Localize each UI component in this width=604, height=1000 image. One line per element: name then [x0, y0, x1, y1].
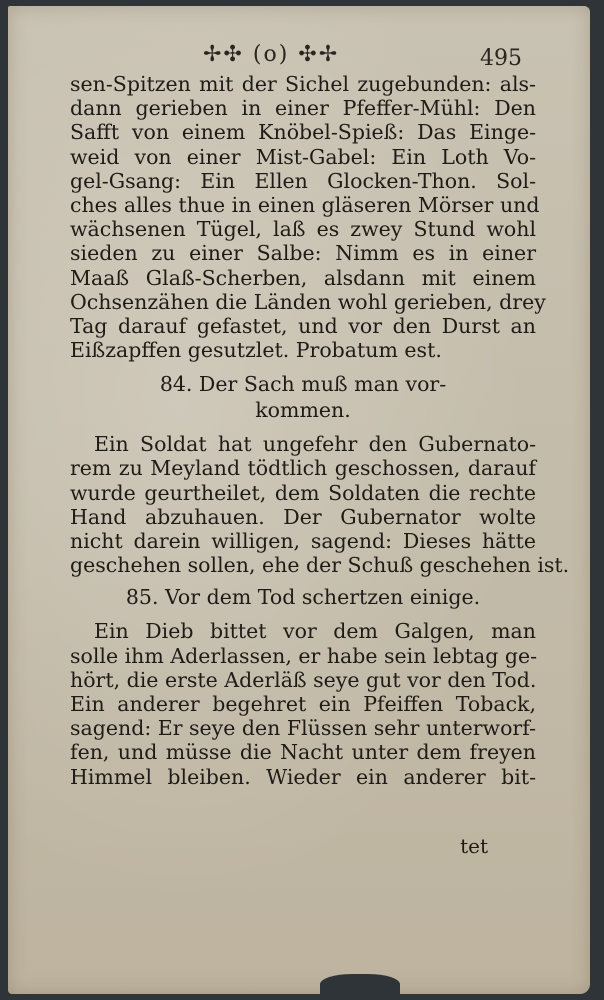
text-line: nicht darein willigen, sagend: Dieses hätte [70, 529, 536, 553]
header-ornament [203, 42, 339, 67]
catchword: tet [460, 834, 488, 858]
text-line: Ein Dieb bittet vor dem Galgen, man [94, 619, 536, 644]
text-line: Tag darauf gefastet, und vor den Durst an [70, 313, 536, 338]
text-line: hört, die erste Aderläß seye gut vor den Tod. [70, 667, 537, 692]
text-line: sagend: Er seye den Flüssen sehr unterworf- [70, 716, 536, 741]
text-line: Ein Soldat hat ungefehr den Gubernato- [94, 432, 536, 457]
text-line: rem zu Meyland tödtlich geschossen, darauf [70, 456, 536, 481]
ornament-right: ✣✢ [298, 42, 340, 67]
section-85-body [70, 619, 536, 788]
text-line: solle ihm Aderlassen, er habe sein lebtag ge- [70, 643, 538, 668]
text-line: sen-Spitzen mit der Sichel zugebunden: als- [70, 72, 536, 96]
text-line: gel-Gsang: Ein Ellen Glocken-Thon. Sol- [70, 168, 536, 193]
text-line: Maaß Glaß-Scherben, alsdann mit einem [70, 265, 536, 290]
section-84-heading-cont: kommen. [255, 398, 351, 423]
book-page [8, 6, 590, 994]
text-line: ches alles thue in einen gläseren Mörser und [70, 192, 540, 217]
paragraph-continuation [70, 72, 546, 363]
text-line: geschehen sollen, ehe der Schuß geschehen ist. [70, 553, 570, 578]
library-stamp-mark [429, 23, 485, 74]
section-84-body [70, 432, 570, 578]
text-line: Ochsenzähen die Länden wohl gerieben, drey [70, 289, 546, 314]
text-line: Himmel bleiben. Wieder ein anderer bit- [70, 764, 536, 789]
text-line: weid von einer Mist-Gabel: Ein Loth Vo- [70, 144, 536, 169]
section-85-heading: 85. Vor dem Tod schertzen einige. [125, 585, 481, 610]
page-text [70, 72, 570, 789]
ornament-left: ✢✣ [203, 42, 244, 67]
text-line: sieden zu einer Salbe: Nimm es in einer [70, 241, 536, 266]
text-line: Hand abzuhauen. Der Gubernator wolte [70, 504, 536, 529]
text-line: fen, und müsse die Nacht unter dem freyen [70, 740, 536, 765]
page-number: 495 [480, 46, 522, 71]
torn-edge [320, 974, 400, 1000]
text-line: dann gerieben in einer Pfeffer-Mühl: Den [70, 96, 536, 121]
text-line: wurde geurtheilet, dem Soldaten die rechte [70, 480, 536, 505]
text-line: Ein anderer begehret ein Pfeiffen Toback, [70, 691, 536, 716]
text-line: wächsenen Tügel, laß es zwey Stund wohl [70, 217, 536, 242]
text-line: Safft von einem Knöbel-Spieß: Das Einge- [70, 120, 536, 145]
section-84-heading: 84. Der Sach muß man vor- [159, 372, 447, 397]
text-line: Eißzapffen gesutzlet. Probatum est. [70, 338, 442, 363]
ornament-center: (o) [252, 42, 290, 67]
